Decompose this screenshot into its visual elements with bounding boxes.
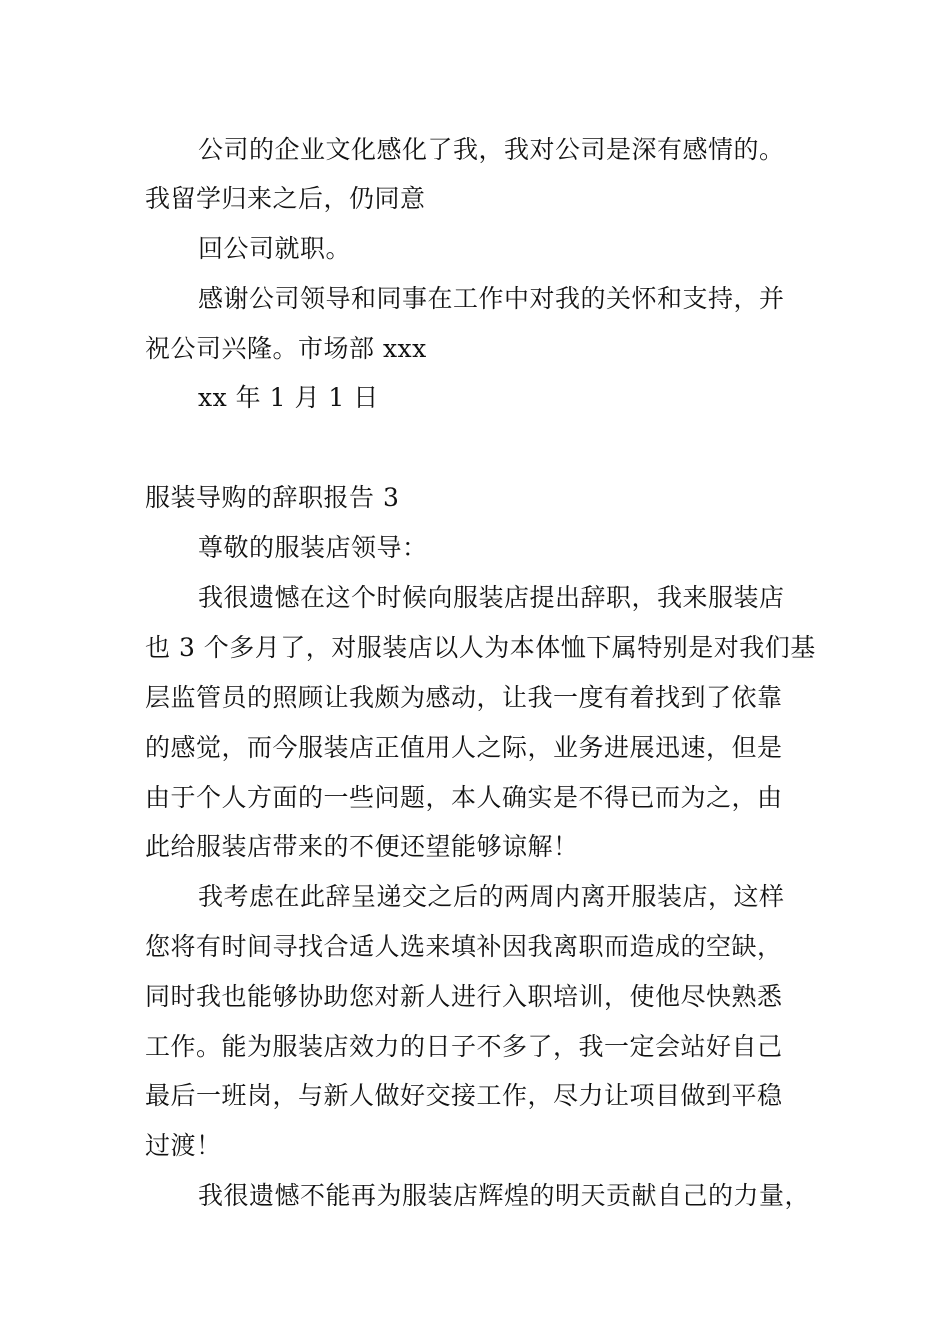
paragraph-line: 最后一班岗，与新人做好交接工作，尽力让项目做到平稳	[145, 1081, 783, 1110]
paragraph-line: 感谢公司领导和同事在工作中对我的关怀和支持，并	[198, 284, 785, 313]
paragraph-line: 我很遗憾在这个时候向服装店提出辞职，我来服装店	[198, 583, 785, 612]
paragraph-line: 祝公司兴隆。市场部 xxx	[145, 334, 427, 363]
paragraph-line: 由于个人方面的一些问题，本人确实是不得已而为之，由	[145, 783, 783, 812]
paragraph-line: 此给服装店带来的不便还望能够谅解！	[145, 832, 579, 861]
paragraph-line: 我留学归来之后，仍同意	[145, 184, 426, 213]
salutation: 尊敬的服装店领导：	[198, 533, 428, 562]
paragraph-line: 工作。能为服装店效力的日子不多了，我一定会站好自己	[145, 1032, 783, 1061]
paragraph-line: 您将有时间寻找合适人选来填补因我离职而造成的空缺，	[145, 932, 783, 961]
paragraph-line: 层监管员的照顾让我颇为感动，让我一度有着找到了依靠	[145, 683, 783, 712]
paragraph-line: 也 3 个多月了，对服装店以人为本体恤下属特别是对我们基	[145, 633, 816, 662]
section-title: 服装导购的辞职报告 3	[145, 483, 400, 512]
date-line: xx 年 1 月 1 日	[198, 383, 379, 412]
paragraph-line: 过渡！	[145, 1131, 222, 1160]
paragraph-line: 我考虑在此辞呈递交之后的两周内离开服装店，这样	[198, 882, 785, 911]
paragraph-line: 的感觉，而今服装店正值用人之际，业务进展迅速，但是	[145, 733, 783, 762]
paragraph-line: 回公司就职。	[198, 234, 352, 263]
paragraph-line: 我很遗憾不能再为服装店辉煌的明天贡献自己的力量，	[198, 1181, 811, 1210]
paragraph-line: 公司的企业文化感化了我，我对公司是深有感情的。	[198, 135, 785, 164]
paragraph-line: 同时我也能够协助您对新人进行入职培训，使他尽快熟悉	[145, 982, 783, 1011]
